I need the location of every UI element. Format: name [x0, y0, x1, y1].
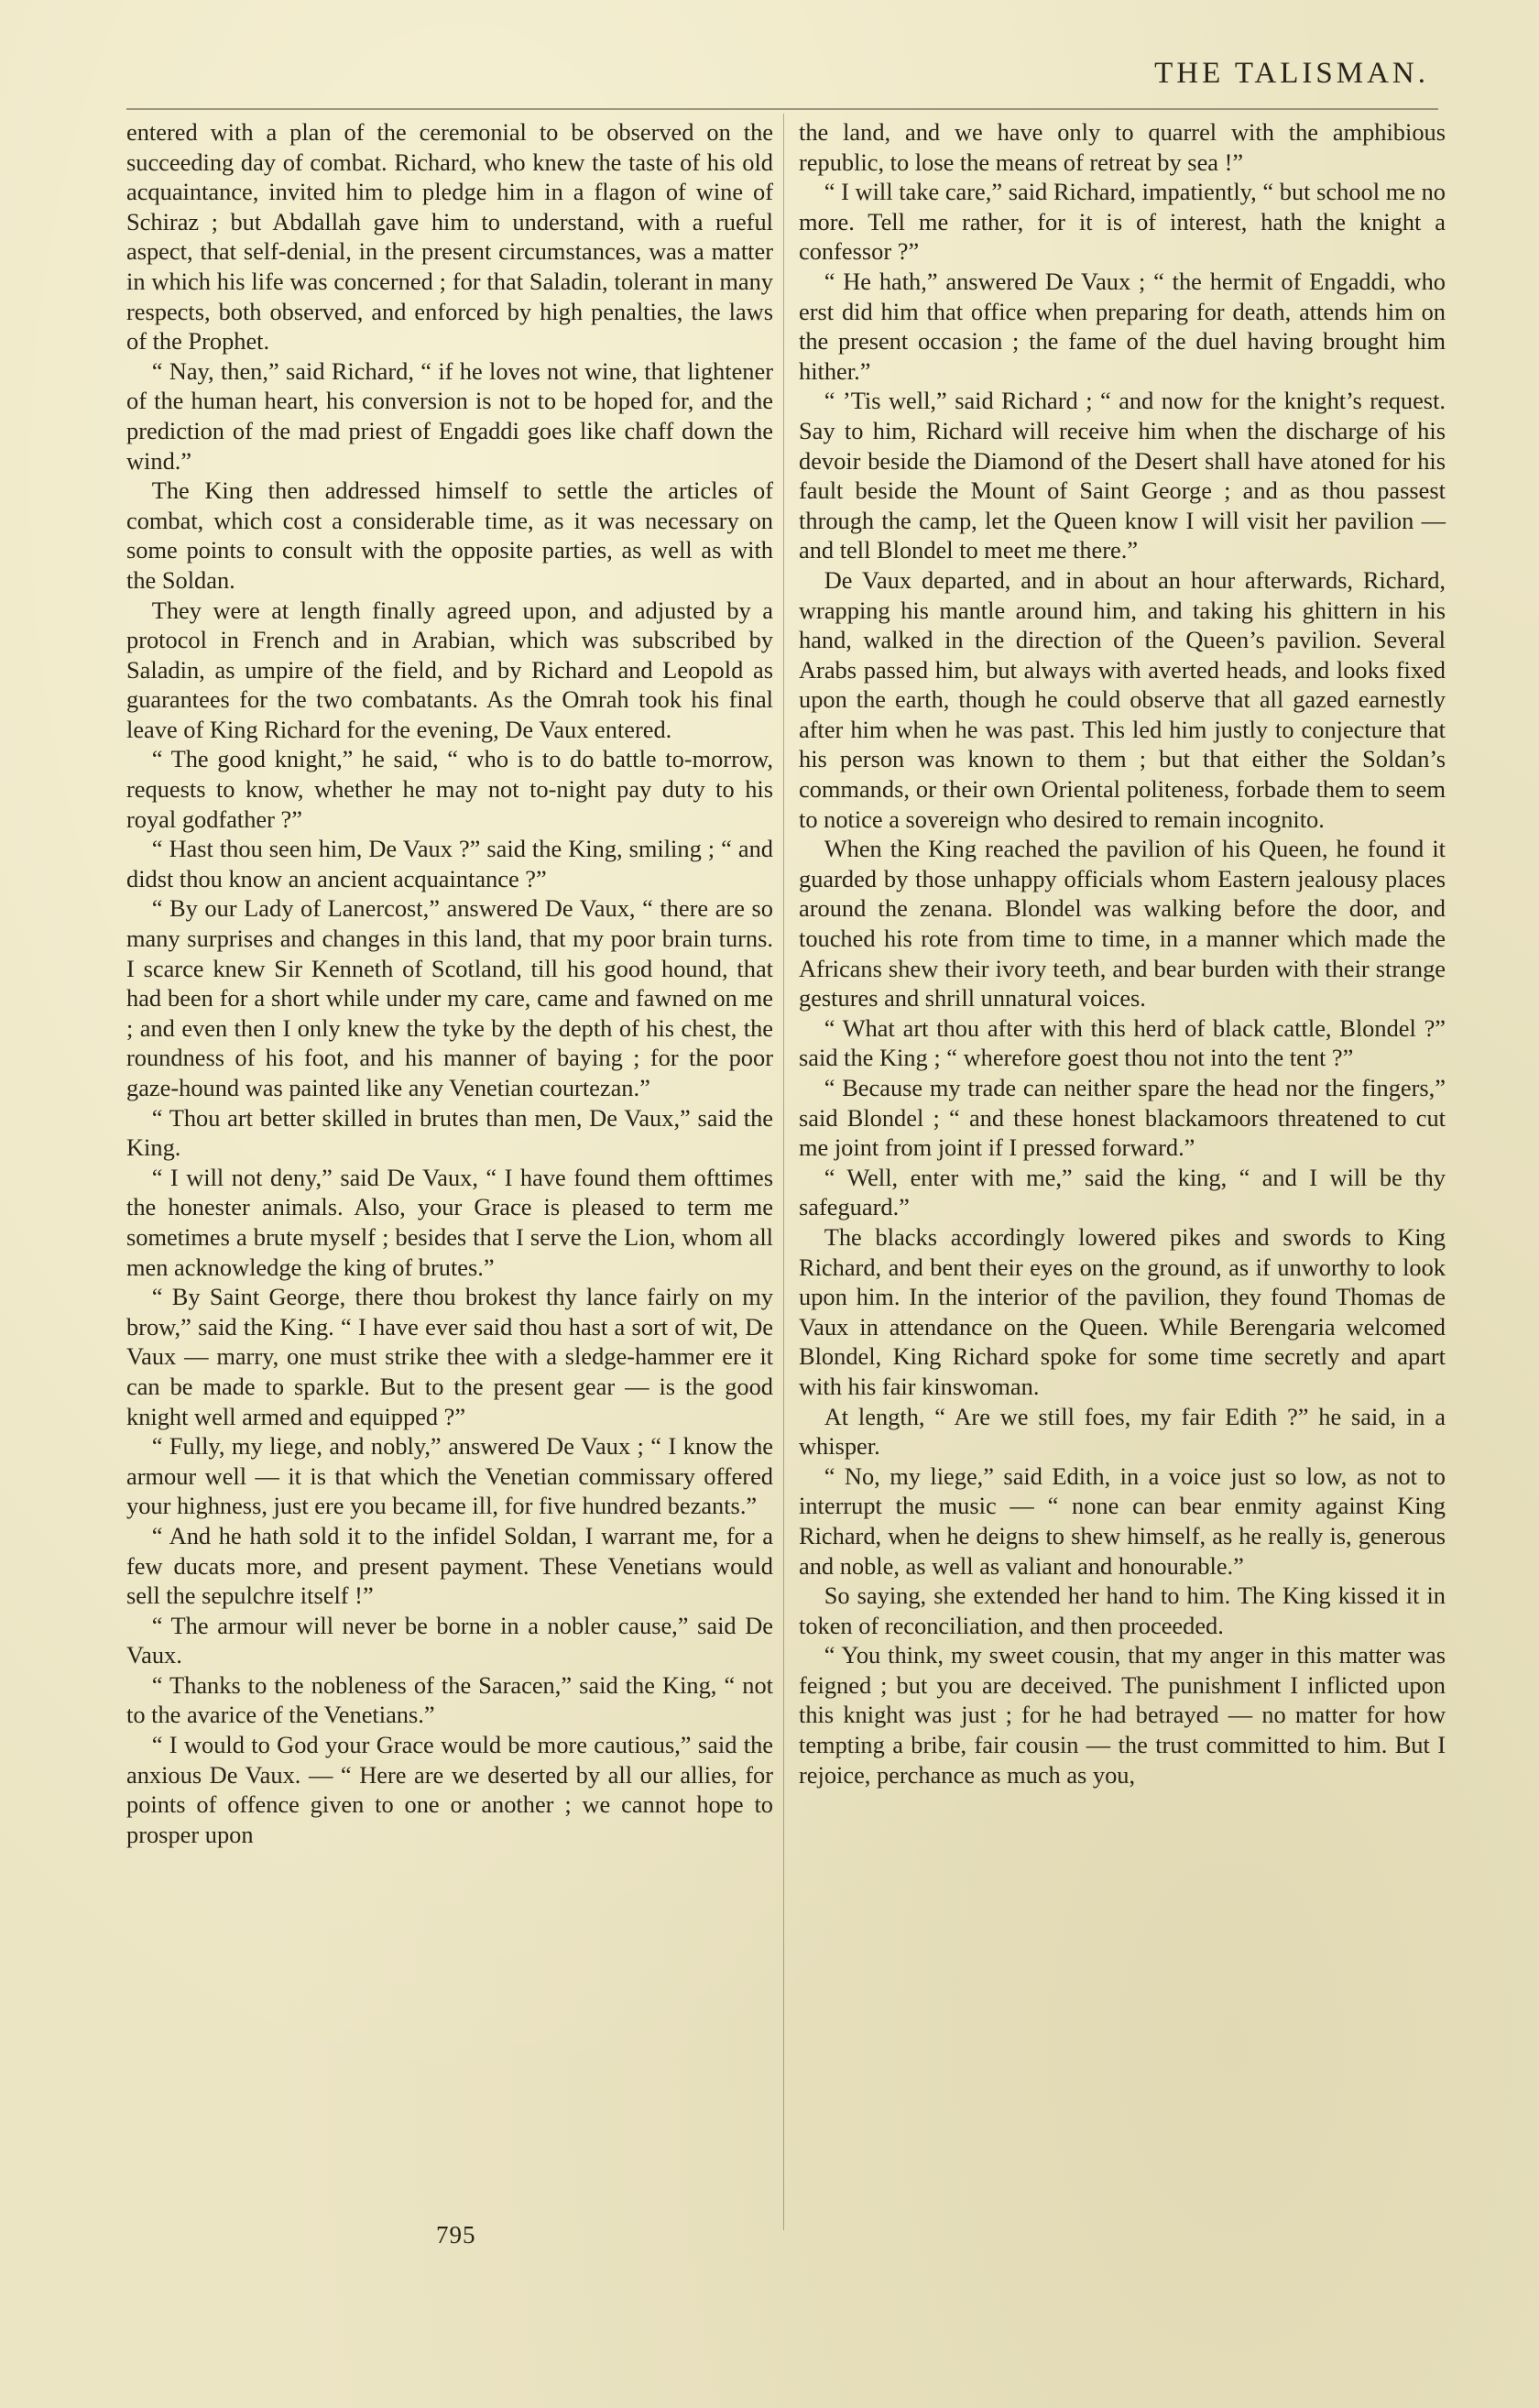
paragraph: “ By Saint George, there thou brokest thy lance fairly on my brow,” said the King. “ I have ever said thou hast a sort of wit, De Vaux — marry, one must strike thee with a sledge-hammer ere it can be made to sparkle. But to the present gear — is the good knight well armed and equipped ?” — [126, 1283, 773, 1430]
left-column — [126, 117, 773, 1849]
paragraph: De Vaux departed, and in about an hour afterwards, Richard, wrapping his mantle around him, and taking his ghittern in his hand, walked in the direction of the Queen’s pavilion. Several Arabs passed him, but always with averted heads, and looks fixed upon the earth, though he could observe that all gazed earnestly after him when he was past. This led him justly to conjecture that his person was known to them ; but that either the Soldan’s commands, or their own Oriental politeness, forbade them to seem to notice a sovereign who desired to remain incognito. — [799, 565, 1446, 833]
paragraph: At length, “ Are we still foes, my fair Edith ?” he said, in a whisper. — [799, 1402, 1446, 1461]
paragraph: entered with a plan of the ceremonial to be observed on the succeeding day of combat. Richard, who knew the taste of his old acquaintance, invited him to pledge him in a flagon of wine of Schiraz ; but Abdallah gave him to understand, with a rueful aspect, that self-denial, in the present circumstances, was a matter in which his life was concerned ; for that Saladin, tolerant in many respects, both observed, and enforced by high penalties, the laws of the Prophet. — [126, 118, 773, 356]
paragraph: “ The good knight,” he said, “ who is to do battle to-morrow, requests to know, whether he may not to-night pay duty to his royal godfather ?” — [126, 745, 773, 833]
paragraph: “ What art thou after with this herd of black cattle, Blondel ?” said the King ; “ wherefore goest thou not into the tent ?” — [799, 1013, 1446, 1072]
paragraph: So saying, she extended her hand to him. The King kissed it in token of reconciliation, and then proceeded. — [799, 1582, 1446, 1639]
paragraph: “ Because my trade can neither spare the head nor the fingers,” said Blondel ; “ and these honest blackamoors threatened to cut me joint from joint if I pressed forward.” — [799, 1074, 1446, 1162]
paragraph: “ And he hath sold it to the infidel Soldan, I warrant me, for a few ducats more, and present payment. These Venetians would sell the sepulchre itself !” — [126, 1521, 773, 1610]
paragraph: The blacks accordingly lowered pikes and swords to King Richard, and bent their eyes on the ground, as if unworthy to look upon him. In the interior of the pavilion, they found Thomas de Vaux in attendance on the Queen. While Berengaria welcomed Blondel, King Richard spoke for some time secretly and apart with his fair kinswoman. — [799, 1222, 1446, 1400]
paragraph: “ You think, my sweet cousin, that my anger in this matter was feigned ; but you are deceived. The punishment I inflicted upon this knight was just ; for he had betrayed — no matter for how tempting a bribe, fair cousin — the trust committed to him. But I rejoice, perchance as much as you, — [799, 1641, 1446, 1789]
paragraph: “ Thou art better skilled in brutes than men, De Vaux,” said the King. — [126, 1103, 773, 1162]
paragraph: “ I will take care,” said Richard, impatiently, “ but school me no more. Tell me rather, for it is of interest, hath the knight a confessor ?” — [799, 178, 1446, 266]
paragraph: “ He hath,” answered De Vaux ; “ the hermit of Engaddi, who erst did him that office when preparing for death, attends him on the present occasion ; the fame of the duel having brought him hither.” — [799, 267, 1446, 385]
paragraph: “ No, my liege,” said Edith, in a voice just so low, as not to interrupt the music — “ none can bear enmity against King Richard, when he deigns to shew himself, as he really is, generous and noble, as well as valiant and honourable.” — [799, 1461, 1446, 1580]
paragraph: “ Thanks to the nobleness of the Saracen,” said the King, “ not to the avarice of the Venetians.” — [126, 1670, 773, 1729]
paragraph: “ Well, enter with me,” said the king, “ and I will be thy safeguard.” — [799, 1163, 1446, 1221]
paragraph: “ I will not deny,” said De Vaux, “ I have found them ofttimes the honester animals. Also, your Grace is pleased to term me sometimes a brute myself ; besides that I serve the Lion, whom all men acknowledge the king of brutes.” — [126, 1163, 773, 1281]
column-divider — [783, 114, 784, 2230]
page-number: 795 — [436, 2221, 476, 2249]
paragraph: “ Fully, my liege, and nobly,” answered De Vaux ; “ I know the armour well — it is that which the Venetian commissary offered your highness, just ere you became ill, for five hundred bezants.” — [126, 1432, 773, 1520]
paragraph: “ Nay, then,” said Richard, “ if he loves not wine, that lightener of the human heart, his conversion is not to be hoped for, and the prediction of the mad priest of Engaddi goes like chaff down the wind.” — [126, 356, 773, 475]
paragraph: “ Hast thou seen him, De Vaux ?” said the King, smiling ; “ and didst thou know an ancient acquaintance ?” — [126, 835, 773, 892]
running-title: THE TALISMAN. — [1154, 57, 1429, 90]
right-column — [799, 117, 1446, 1790]
paragraph: “ ’Tis well,” said Richard ; “ and now for the knight’s request. Say to him, Richard will receive him when the discharge of his devoir beside the Diamond of the Desert shall have atoned for his fault beside the Mount of Saint George ; and as thou passest through the camp, let the Queen know I will visit her pavilion — and tell Blondel to meet me there.” — [799, 387, 1446, 564]
paragraph: “ The armour will never be borne in a nobler cause,” said De Vaux. — [126, 1611, 773, 1669]
paragraph: When the King reached the pavilion of his Queen, he found it guarded by those unhappy officials whom Eastern jealousy places around the zenana. Blondel was walking before the door, and touched his rote from time to time, in a manner which made the Africans shew their ivory teeth, and bear burden with their strange gestures and shrill unnatural voices. — [799, 835, 1446, 1012]
paragraph: “ I would to God your Grace would be more cautious,” said the anxious De Vaux. — “ Here are we deserted by all our allies, for points of offence given to one or another ; we cannot hope to prosper upon — [126, 1731, 773, 1848]
paragraph: the land, and we have only to quarrel with the amphibious republic, to lose the means of retreat by sea !” — [799, 118, 1446, 176]
paragraph: The King then addressed himself to settle the articles of combat, which cost a considerable time, as it was necessary on some points to consult with the opposite parties, as well as with the Soldan. — [126, 476, 773, 594]
paragraph: They were at length finally agreed upon, and adjusted by a protocol in French and in Arabian, which was subscribed by Saladin, as umpire of the field, and by Richard and Leopold as guarantees for the two combatants. As the Omrah took his final leave of King Richard for the evening, De Vaux entered. — [126, 596, 773, 743]
header-rule — [126, 108, 1438, 110]
paragraph: “ By our Lady of Lanercost,” answered De Vaux, “ there are so many surprises and changes in this land, that my poor brain turns. I scarce knew Sir Kenneth of Scotland, till his good hound, that had been for a short while under my care, came and fawned on me ; and even then I only knew the tyke by the depth of his chest, the roundness of his foot, and his manner of baying ; for the poor gaze-hound was painted like any Venetian courtezan.” — [126, 894, 773, 1101]
